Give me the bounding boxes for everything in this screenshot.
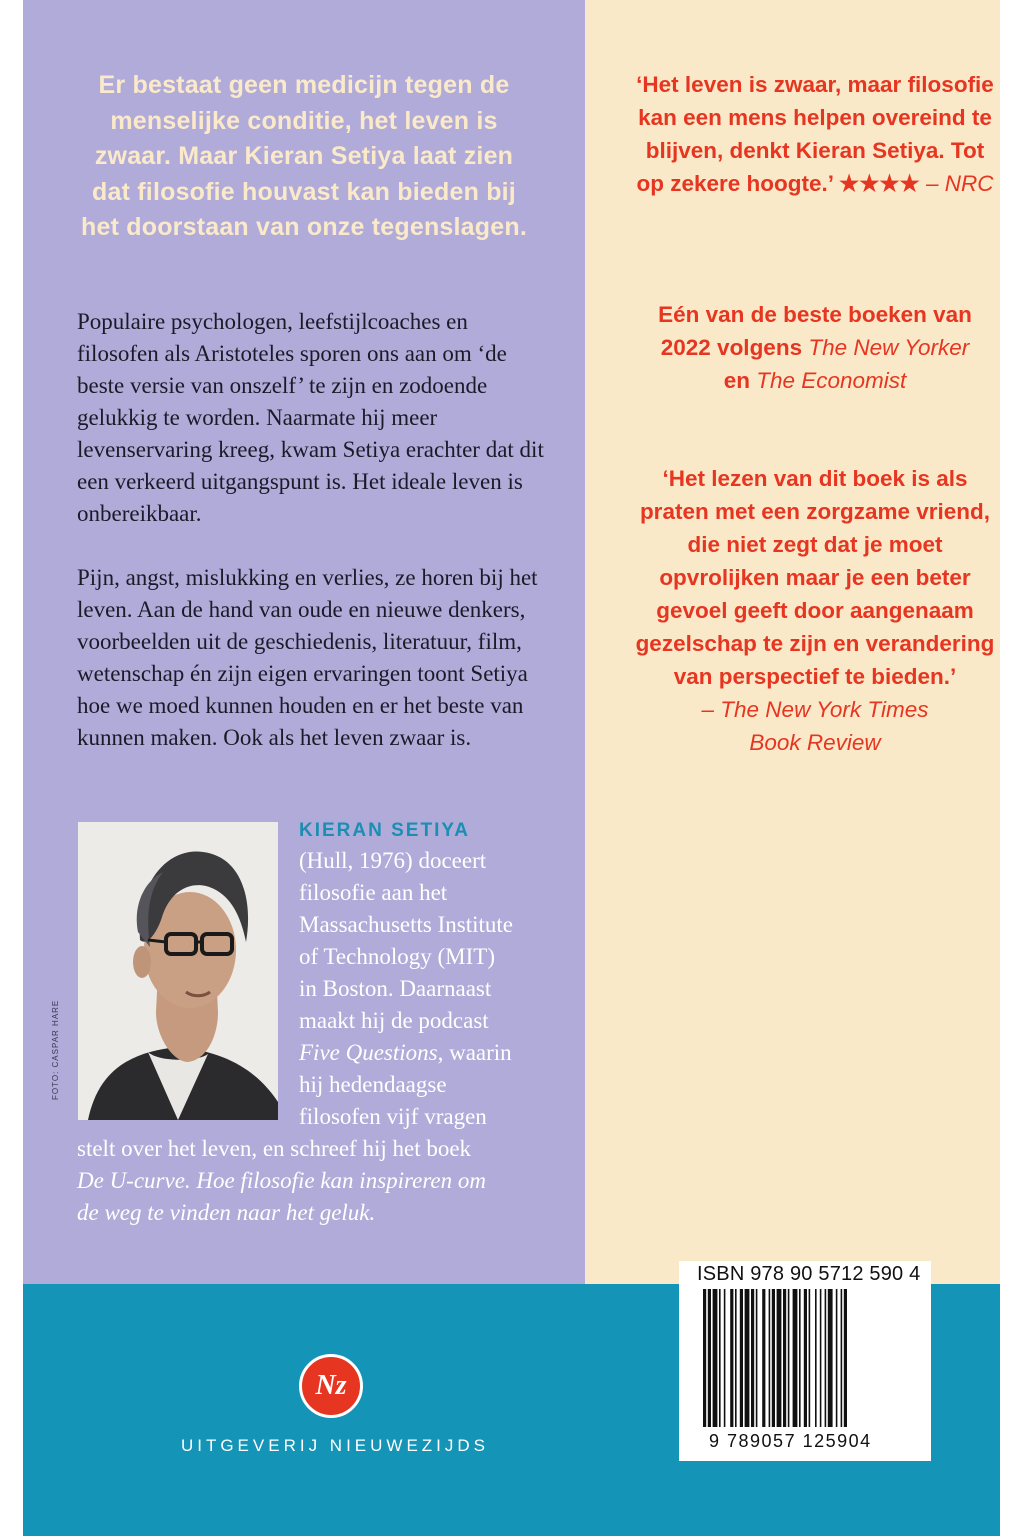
quote-source: Book Review: [749, 730, 881, 755]
mention-source: The Economist: [756, 368, 907, 393]
author-photo: [78, 822, 278, 1120]
publisher-logo: Nz: [299, 1354, 363, 1418]
bio-line: Massachusetts Institute: [299, 912, 513, 937]
mention-text: Eén van de beste boeken van 2022 volgens: [658, 302, 972, 360]
body-paragraph-1: Populaire psychologen, leefstijlcoaches en filosofen als Aristoteles sporen ons aan om ‘de beste versie van onszelf’ te zijn en zodoende gelukkig te worden. Naarmate hij meer levenservaring kreeg, kwam Setiya erachter dat dit een verkeerd uitgangspunt is. Het ideale leven is onbereikbaar.: [77, 309, 544, 526]
barcode-digits: 9 789057 125904: [709, 1431, 872, 1451]
photo-credit: FOTO: CASPAR HARE: [51, 999, 60, 1100]
best-books-mention: [635, 298, 995, 397]
book-title-line: de weg te vinden naar het geluk.: [77, 1200, 376, 1225]
bio-text: , waarin: [437, 1040, 512, 1065]
bio-line: filosofie aan het: [299, 880, 448, 905]
barcode-image: [703, 1289, 903, 1429]
podcast-title: Five Questions: [299, 1040, 438, 1065]
bio-line: (Hull, 1976) doceert: [299, 848, 487, 873]
bio-line: hij hedendaagse: [299, 1072, 447, 1097]
bio-line: of Technology (MIT): [299, 944, 495, 969]
intro-blurb: Er bestaat geen medicijn tegen de menselijke conditie, het leven is zwaar. Maar Kieran Setiya laat zien dat filosofie houvast kan bieden bij het doorstaan van onze tegenslagen.: [81, 71, 527, 241]
quote-source: – The New York Times: [701, 697, 929, 722]
review-quote-nrc: [635, 68, 995, 200]
mention-conjunction: en: [723, 368, 750, 393]
publisher-name: UITGEVERIJ NIEUWEZIJDS: [180, 1436, 490, 1455]
star-rating: ★★★★: [839, 171, 920, 196]
book-title-line: De U-curve. Hoe filosofie kan inspireren om: [77, 1168, 487, 1193]
barcode-box: [679, 1261, 931, 1461]
author-portrait-image: [78, 822, 278, 1120]
quote-text: ‘Het lezen van dit boek is als praten met een zorgzame vriend, die niet zegt dat je moet opvrolijken maar je een beter gevoel geeft door aangenaam gezelschap te zijn en verandering van perspectief te bieden.’: [635, 466, 995, 689]
quote-source: – NRC: [926, 171, 994, 196]
mention-source: The New Yorker: [808, 335, 970, 360]
bio-line: maakt hij de podcast: [299, 1008, 489, 1033]
bio-line: stelt over het leven, en schreef hij het boek: [77, 1136, 472, 1161]
bio-line: filosofen vijf vragen: [299, 1104, 487, 1129]
body-paragraph-2: Pijn, angst, mislukking en verlies, ze horen bij het leven. Aan de hand van oude en nieuwe denkers, voorbeelden uit de geschiedenis, literatuur, film, wetenschap én zijn eigen ervaringen toont Setiya hoe we moed kunnen houden en er het beste van kunnen maken. Ook als het leven zwaar is.: [77, 565, 538, 750]
isbn-label: ISBN 978 90 5712 590 4: [697, 1263, 921, 1285]
review-quote-nyt: [635, 462, 995, 759]
book-back-cover: [23, 0, 1000, 1536]
quote-text: ‘Het leven is zwaar, maar filosofie kan een mens helpen overeind te blijven, denkt Kieran Setiya. Tot op zekere hoogte.’: [636, 72, 994, 196]
bio-line: in Boston. Daarnaast: [299, 976, 492, 1001]
author-name: KIERAN SETIYA: [299, 820, 470, 841]
